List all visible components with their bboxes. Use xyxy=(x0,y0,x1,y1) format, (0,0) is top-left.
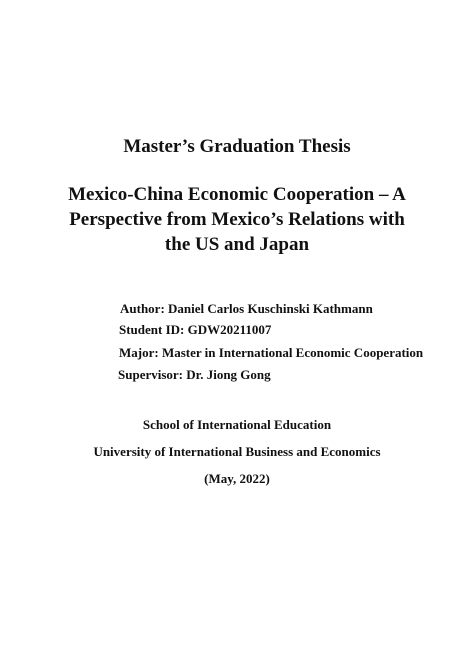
major-line: Major: Master in International Economic Cooperation xyxy=(119,345,424,360)
supervisor-line: Supervisor: Dr. Jiong Gong xyxy=(118,367,271,382)
thesis-title-line-3: the US and Japan xyxy=(164,234,310,255)
student-id-line: Student ID: GDW20211007 xyxy=(119,322,272,337)
university-name: University of International Business and Economics xyxy=(93,444,381,459)
date-line: (May, 2022) xyxy=(204,471,270,486)
thesis-title-line-1: Mexico-China Economic Cooperation – A xyxy=(68,184,406,205)
thesis-type-heading: Master’s Graduation Thesis xyxy=(123,136,351,157)
thesis-title-line-2: Perspective from Mexico’s Relations with xyxy=(69,209,405,230)
school-name: School of International Education xyxy=(142,417,332,432)
author-line: Author: Daniel Carlos Kuschinski Kathmann xyxy=(120,301,373,316)
